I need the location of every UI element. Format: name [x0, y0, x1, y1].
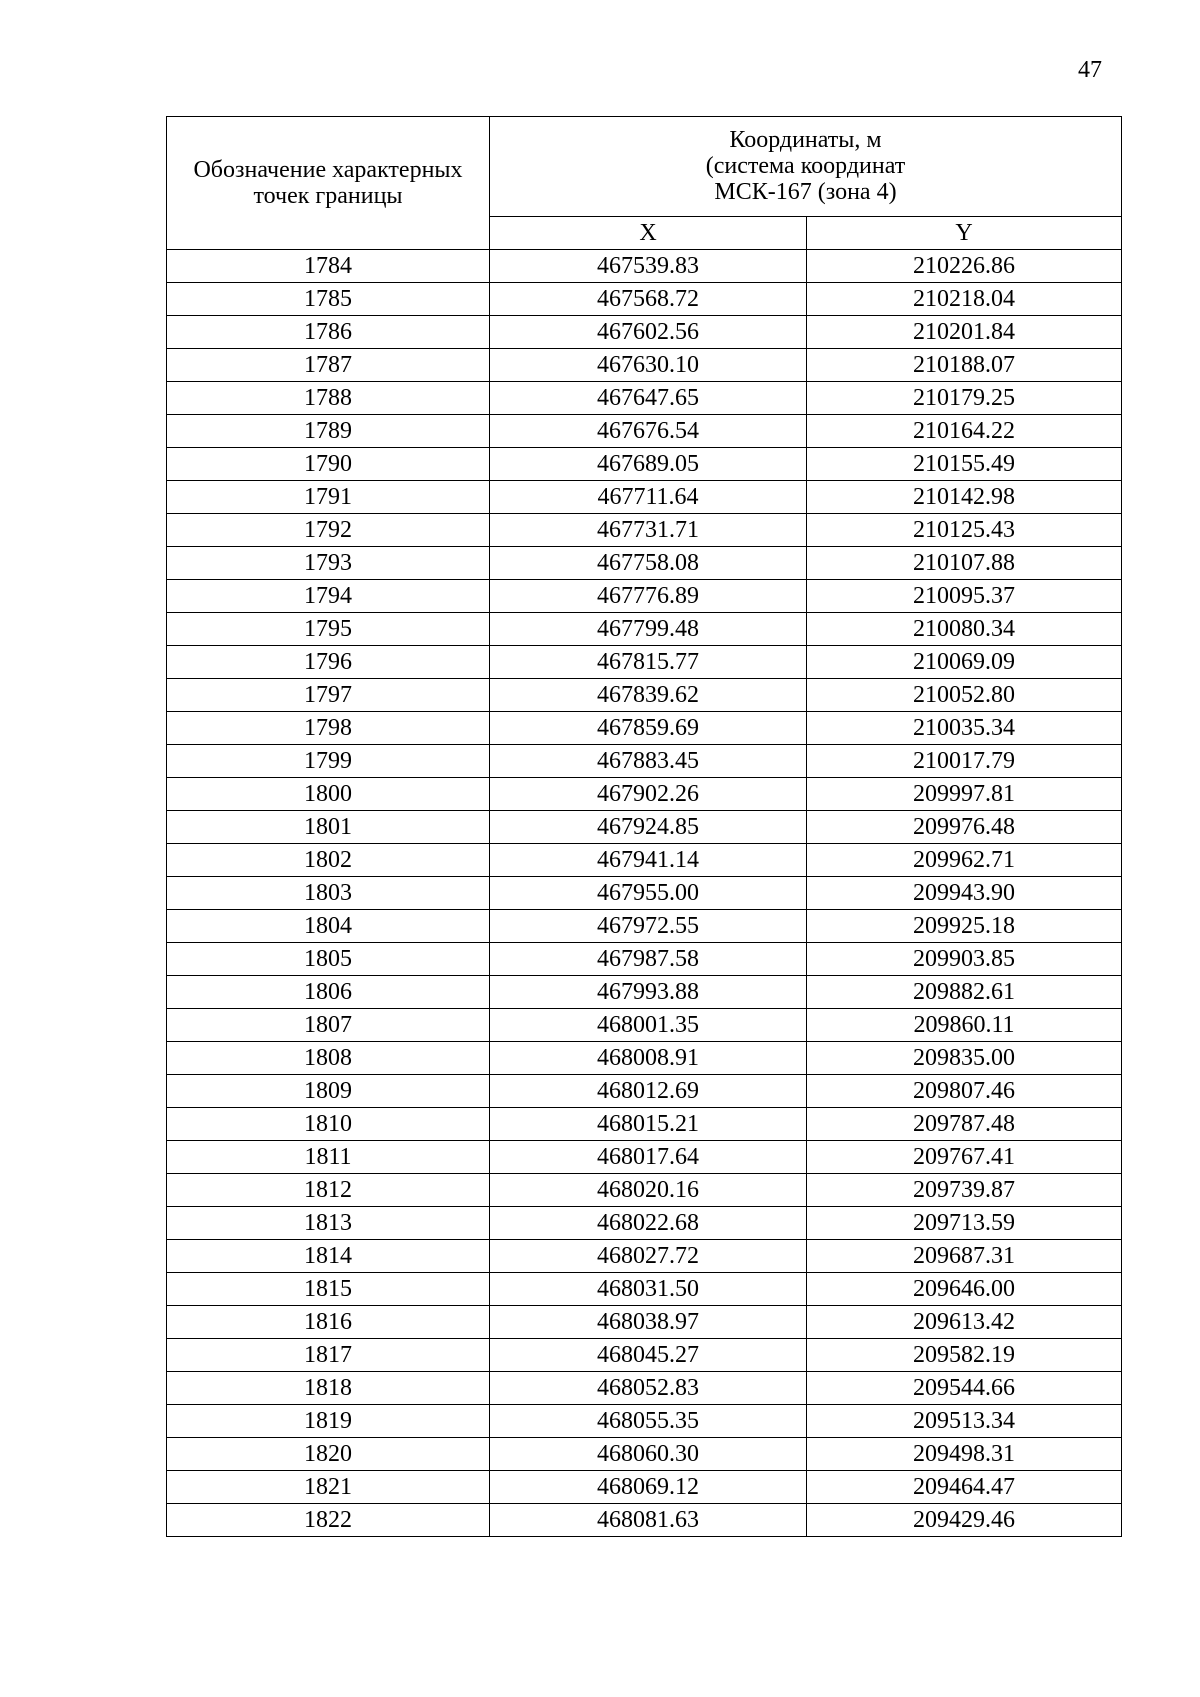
cell-y: 209498.31	[807, 1438, 1122, 1471]
cell-y: 210164.22	[807, 415, 1122, 448]
cell-point: 1784	[167, 250, 490, 283]
table-row	[167, 811, 1122, 844]
cell-y: 209464.47	[807, 1471, 1122, 1504]
cell-x: 467987.58	[490, 943, 807, 976]
cell-point: 1804	[167, 910, 490, 943]
table-row	[167, 1372, 1122, 1405]
cell-point: 1794	[167, 580, 490, 613]
cell-x: 467647.65	[490, 382, 807, 415]
cell-y: 209925.18	[807, 910, 1122, 943]
cell-point: 1817	[167, 1339, 490, 1372]
cell-point: 1805	[167, 943, 490, 976]
cell-y: 209787.48	[807, 1108, 1122, 1141]
cell-x: 467602.56	[490, 316, 807, 349]
cell-x: 467568.72	[490, 283, 807, 316]
cell-x: 467776.89	[490, 580, 807, 613]
table-row	[167, 1438, 1122, 1471]
cell-x: 467902.26	[490, 778, 807, 811]
cell-point: 1789	[167, 415, 490, 448]
table-row	[167, 1141, 1122, 1174]
table-row	[167, 1405, 1122, 1438]
table-header	[167, 117, 1122, 250]
cell-point: 1812	[167, 1174, 490, 1207]
cell-point: 1821	[167, 1471, 490, 1504]
table-row	[167, 1042, 1122, 1075]
table-row	[167, 1504, 1122, 1537]
cell-y: 210142.98	[807, 481, 1122, 514]
cell-x: 468017.64	[490, 1141, 807, 1174]
table-row	[167, 382, 1122, 415]
table-row	[167, 745, 1122, 778]
page-number: 47	[1078, 57, 1102, 83]
table-row	[167, 580, 1122, 613]
cell-x: 467711.64	[490, 481, 807, 514]
header-y: Y	[807, 216, 1122, 249]
cell-x: 468069.12	[490, 1471, 807, 1504]
cell-x: 467839.62	[490, 679, 807, 712]
cell-x: 467941.14	[490, 844, 807, 877]
table-row	[167, 448, 1122, 481]
cell-y: 210218.04	[807, 283, 1122, 316]
cell-y: 209903.85	[807, 943, 1122, 976]
cell-y: 210179.25	[807, 382, 1122, 415]
cell-point: 1811	[167, 1141, 490, 1174]
cell-y: 209646.00	[807, 1273, 1122, 1306]
cell-point: 1813	[167, 1207, 490, 1240]
cell-y: 209807.46	[807, 1075, 1122, 1108]
cell-x: 467731.71	[490, 514, 807, 547]
cell-x: 468008.91	[490, 1042, 807, 1075]
cell-y: 209613.42	[807, 1306, 1122, 1339]
table-row	[167, 1471, 1122, 1504]
cell-x: 468012.69	[490, 1075, 807, 1108]
cell-y: 210125.43	[807, 514, 1122, 547]
cell-point: 1820	[167, 1438, 490, 1471]
cell-point: 1791	[167, 481, 490, 514]
cell-point: 1808	[167, 1042, 490, 1075]
header-coordinates-line1: Координаты, м	[729, 127, 882, 154]
header-x: X	[490, 216, 807, 249]
cell-x: 467676.54	[490, 415, 807, 448]
cell-y: 209962.71	[807, 844, 1122, 877]
cell-point: 1815	[167, 1273, 490, 1306]
table-row	[167, 943, 1122, 976]
table-row	[167, 316, 1122, 349]
cell-point: 1818	[167, 1372, 490, 1405]
header-coordinates-line3: МСК-167 (зона 4)	[714, 179, 897, 206]
table-row	[167, 1240, 1122, 1273]
cell-point: 1802	[167, 844, 490, 877]
table-row	[167, 1273, 1122, 1306]
cell-point: 1807	[167, 1009, 490, 1042]
cell-y: 209582.19	[807, 1339, 1122, 1372]
table-row	[167, 415, 1122, 448]
cell-x: 468045.27	[490, 1339, 807, 1372]
cell-y: 209860.11	[807, 1009, 1122, 1042]
table-row	[167, 481, 1122, 514]
cell-x: 467924.85	[490, 811, 807, 844]
table-row	[167, 1174, 1122, 1207]
cell-y: 209943.90	[807, 877, 1122, 910]
cell-x: 467630.10	[490, 349, 807, 382]
table-row	[167, 1306, 1122, 1339]
cell-y: 210069.09	[807, 646, 1122, 679]
cell-x: 467955.00	[490, 877, 807, 910]
table-row	[167, 514, 1122, 547]
cell-x: 468001.35	[490, 1009, 807, 1042]
cell-point: 1816	[167, 1306, 490, 1339]
cell-point: 1819	[167, 1405, 490, 1438]
cell-point: 1809	[167, 1075, 490, 1108]
cell-point: 1792	[167, 514, 490, 547]
cell-y: 210080.34	[807, 613, 1122, 646]
cell-y: 209835.00	[807, 1042, 1122, 1075]
cell-y: 209544.66	[807, 1372, 1122, 1405]
cell-point: 1796	[167, 646, 490, 679]
cell-point: 1814	[167, 1240, 490, 1273]
cell-x: 467993.88	[490, 976, 807, 1009]
cell-y: 210107.88	[807, 547, 1122, 580]
cell-x: 468038.97	[490, 1306, 807, 1339]
cell-y: 209687.31	[807, 1240, 1122, 1273]
table-row	[167, 1009, 1122, 1042]
cell-point: 1800	[167, 778, 490, 811]
cell-y: 210226.86	[807, 250, 1122, 283]
cell-y: 209976.48	[807, 811, 1122, 844]
cell-y: 210035.34	[807, 712, 1122, 745]
cell-y: 209997.81	[807, 778, 1122, 811]
cell-point: 1793	[167, 547, 490, 580]
table-row	[167, 1207, 1122, 1240]
table-row	[167, 646, 1122, 679]
cell-x: 467758.08	[490, 547, 807, 580]
cell-point: 1785	[167, 283, 490, 316]
cell-x: 467883.45	[490, 745, 807, 778]
cell-y: 209882.61	[807, 976, 1122, 1009]
header-point-designation: Обозначение характерных точек границы	[167, 117, 490, 250]
table-row	[167, 976, 1122, 1009]
table-row	[167, 877, 1122, 910]
cell-x: 467815.77	[490, 646, 807, 679]
cell-y: 209713.59	[807, 1207, 1122, 1240]
table-row	[167, 910, 1122, 943]
table-row	[167, 1108, 1122, 1141]
cell-y: 209513.34	[807, 1405, 1122, 1438]
cell-y: 209429.46	[807, 1504, 1122, 1537]
cell-point: 1788	[167, 382, 490, 415]
cell-point: 1806	[167, 976, 490, 1009]
cell-y: 210155.49	[807, 448, 1122, 481]
cell-y: 210188.07	[807, 349, 1122, 382]
table-row	[167, 547, 1122, 580]
coordinates-table	[166, 116, 1122, 1537]
cell-y: 210201.84	[807, 316, 1122, 349]
cell-x: 468027.72	[490, 1240, 807, 1273]
cell-x: 467859.69	[490, 712, 807, 745]
cell-x: 468031.50	[490, 1273, 807, 1306]
table-row	[167, 712, 1122, 745]
table-row	[167, 1075, 1122, 1108]
table-body	[167, 250, 1122, 1537]
table-row	[167, 778, 1122, 811]
table-row	[167, 679, 1122, 712]
table-row	[167, 613, 1122, 646]
table-row	[167, 250, 1122, 283]
table-row	[167, 1339, 1122, 1372]
cell-y: 210052.80	[807, 679, 1122, 712]
header-coordinates	[490, 117, 1122, 217]
table-row	[167, 349, 1122, 382]
cell-x: 467539.83	[490, 250, 807, 283]
cell-point: 1790	[167, 448, 490, 481]
cell-y: 209767.41	[807, 1141, 1122, 1174]
table-row	[167, 844, 1122, 877]
cell-point: 1786	[167, 316, 490, 349]
cell-y: 210017.79	[807, 745, 1122, 778]
cell-point: 1801	[167, 811, 490, 844]
cell-x: 468015.21	[490, 1108, 807, 1141]
cell-point: 1799	[167, 745, 490, 778]
cell-x: 467972.55	[490, 910, 807, 943]
cell-x: 468022.68	[490, 1207, 807, 1240]
cell-y: 209739.87	[807, 1174, 1122, 1207]
header-coordinates-line2: (система координат	[705, 153, 906, 180]
cell-x: 468081.63	[490, 1504, 807, 1537]
cell-point: 1797	[167, 679, 490, 712]
table-row	[167, 283, 1122, 316]
cell-point: 1822	[167, 1504, 490, 1537]
cell-x: 468060.30	[490, 1438, 807, 1471]
cell-x: 468055.35	[490, 1405, 807, 1438]
cell-y: 210095.37	[807, 580, 1122, 613]
cell-point: 1795	[167, 613, 490, 646]
cell-point: 1810	[167, 1108, 490, 1141]
cell-point: 1798	[167, 712, 490, 745]
cell-x: 468020.16	[490, 1174, 807, 1207]
cell-point: 1787	[167, 349, 490, 382]
cell-x: 467689.05	[490, 448, 807, 481]
cell-x: 467799.48	[490, 613, 807, 646]
cell-x: 468052.83	[490, 1372, 807, 1405]
cell-point: 1803	[167, 877, 490, 910]
